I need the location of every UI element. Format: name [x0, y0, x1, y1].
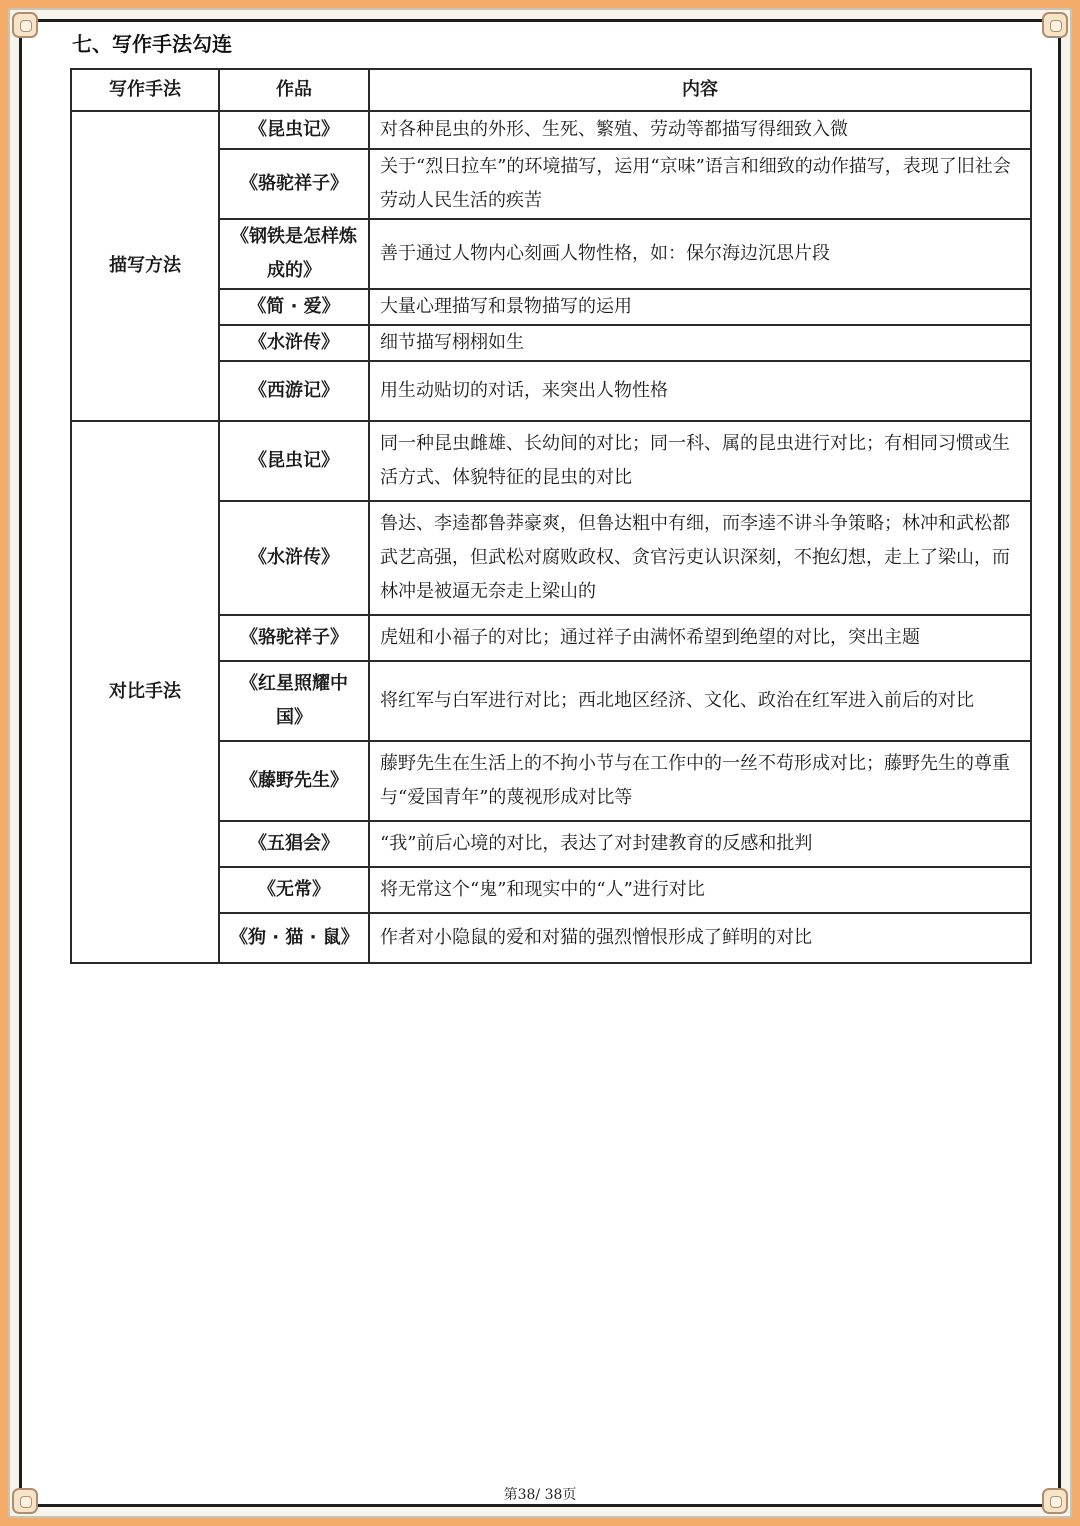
header-method: 写作手法	[71, 69, 219, 111]
work-cell: 《骆驼祥子》	[219, 615, 369, 661]
table-row	[71, 111, 1031, 149]
corner-ornament-top-right	[1042, 12, 1068, 38]
work-cell: 《五猖会》	[219, 821, 369, 867]
content-cell: 细节描写栩栩如生	[369, 325, 1031, 361]
work-cell: 《昆虫记》	[219, 421, 369, 501]
work-cell: 《钢铁是怎样炼成的》	[219, 219, 369, 289]
table-row	[71, 421, 1031, 501]
content-cell: 关于“烈日拉车”的环境描写，运用“京味”语言和细致的动作描写，表现了旧社会劳动人民生活的疾苦	[369, 149, 1031, 219]
writing-techniques-table	[70, 68, 1032, 964]
work-cell: 《红星照耀中国》	[219, 661, 369, 741]
content-cell: 对各种昆虫的外形、生死、繁殖、劳动等都描写得细致入微	[369, 111, 1031, 149]
section-title: 七、写作手法勾连	[72, 32, 232, 56]
content-cell: 藤野先生在生活上的不拘小节与在工作中的一丝不苟形成对比；藤野先生的尊重与“爱国青年”的蔑视形成对比等	[369, 741, 1031, 821]
work-cell: 《西游记》	[219, 361, 369, 421]
work-cell: 《骆驼祥子》	[219, 149, 369, 219]
header-work: 作品	[219, 69, 369, 111]
work-cell: 《无常》	[219, 867, 369, 913]
content-cell: 善于通过人物内心刻画人物性格，如：保尔海边沉思片段	[369, 219, 1031, 289]
content-cell: 虎妞和小福子的对比；通过祥子由满怀希望到绝望的对比，突出主题	[369, 615, 1031, 661]
method-cell-description: 描写方法	[71, 111, 219, 421]
content-cell: 同一种昆虫雌雄、长幼间的对比；同一科、属的昆虫进行对比；有相同习惯或生活方式、体貌特征的昆虫的对比	[369, 421, 1031, 501]
content-cell: 大量心理描写和景物描写的运用	[369, 289, 1031, 325]
content-cell: “我”前后心境的对比，表达了对封建教育的反感和批判	[369, 821, 1031, 867]
work-cell: 《昆虫记》	[219, 111, 369, 149]
header-content: 内容	[369, 69, 1031, 111]
content-cell: 将无常这个“鬼”和现实中的“人”进行对比	[369, 867, 1031, 913]
work-cell: 《简 · 爱》	[219, 289, 369, 325]
work-cell: 《水浒传》	[219, 501, 369, 615]
table-header-row	[71, 69, 1031, 111]
content-cell: 用生动贴切的对话，来突出人物性格	[369, 361, 1031, 421]
corner-ornament-top-left	[12, 12, 38, 38]
method-cell-contrast: 对比手法	[71, 421, 219, 963]
work-cell: 《水浒传》	[219, 325, 369, 361]
content-cell: 将红军与白军进行对比；西北地区经济、文化、政治在红军进入前后的对比	[369, 661, 1031, 741]
work-cell: 《藤野先生》	[219, 741, 369, 821]
content-cell: 作者对小隐鼠的爱和对猫的强烈憎恨形成了鲜明的对比	[369, 913, 1031, 963]
content-cell: 鲁达、李逵都鲁莽豪爽，但鲁达粗中有细，而李逵不讲斗争策略；林冲和武松都武艺高强，但武松对腐败政权、贪官污吏认识深刻，不抱幻想，走上了梁山，而林冲是被逼无奈走上梁山的	[369, 501, 1031, 615]
page-number: 第38/ 38页	[503, 1487, 577, 1503]
work-cell: 《狗 · 猫 · 鼠》	[219, 913, 369, 963]
